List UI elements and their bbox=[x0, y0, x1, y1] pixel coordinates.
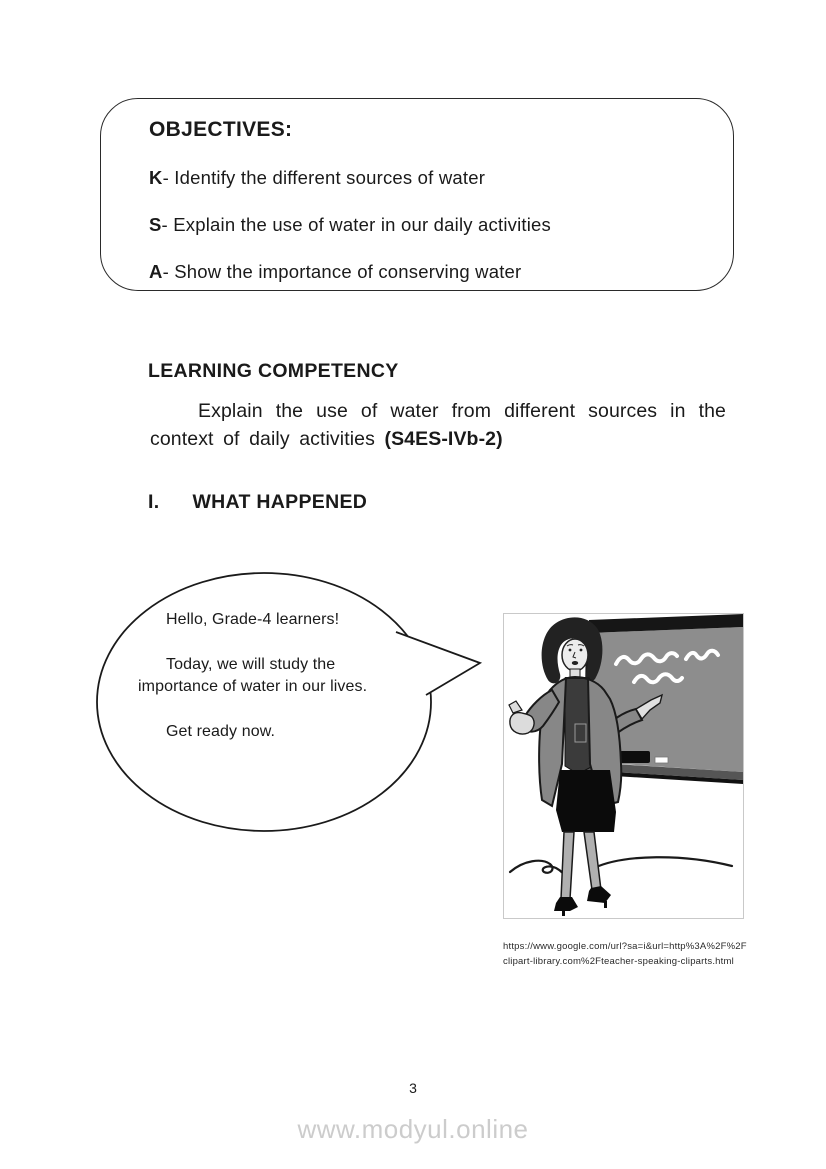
credit-url-line1: https://www.google.com/url?sa=i&url=http%3A%2F%2F bbox=[503, 941, 747, 952]
objective-item-s bbox=[149, 214, 703, 236]
credit-url-line2: clipart-library.com%2Fteacher-speaking-cliparts.html bbox=[503, 955, 734, 967]
objective-letter: A bbox=[149, 261, 163, 282]
objective-text: - Identify the different sources of water bbox=[162, 167, 486, 188]
section-heading-what-happened bbox=[148, 491, 367, 514]
section-title: WHAT HAPPENED bbox=[192, 491, 368, 513]
objective-item-k bbox=[149, 167, 703, 189]
objective-item-a bbox=[149, 261, 703, 283]
objective-text: - Explain the use of water in our daily activities bbox=[161, 214, 551, 235]
objective-text: - Show the importance of conserving water bbox=[162, 261, 522, 282]
objectives-box bbox=[100, 98, 734, 291]
teacher-illustration bbox=[504, 614, 743, 918]
teacher-image bbox=[503, 613, 744, 919]
competency-text: Explain the use of water from different sources in the context of daily activities bbox=[150, 400, 726, 450]
speech-bubble bbox=[88, 568, 488, 840]
objectives-title: OBJECTIVES: bbox=[149, 118, 293, 141]
image-credit bbox=[503, 940, 773, 969]
page-number: 3 bbox=[409, 1080, 417, 1096]
speech-bubble-text bbox=[138, 609, 376, 766]
competency-code: (S4ES-IVb-2) bbox=[384, 427, 503, 450]
bubble-line-ready: Get ready now. bbox=[166, 723, 276, 740]
watermark-text: www.modyul.online bbox=[297, 1114, 529, 1144]
objective-letter: S bbox=[149, 214, 162, 235]
ground-lines bbox=[510, 857, 732, 882]
section-numeral: I. bbox=[148, 491, 160, 513]
bubble-line-greeting: Hello, Grade-4 learners! bbox=[166, 611, 340, 628]
learning-competency-heading: LEARNING COMPETENCY bbox=[148, 360, 399, 382]
bubble-line-topic: Today, we will study the importance of water in our lives. bbox=[138, 656, 368, 695]
objective-letter: K bbox=[149, 167, 163, 188]
learning-competency-body bbox=[150, 398, 726, 453]
